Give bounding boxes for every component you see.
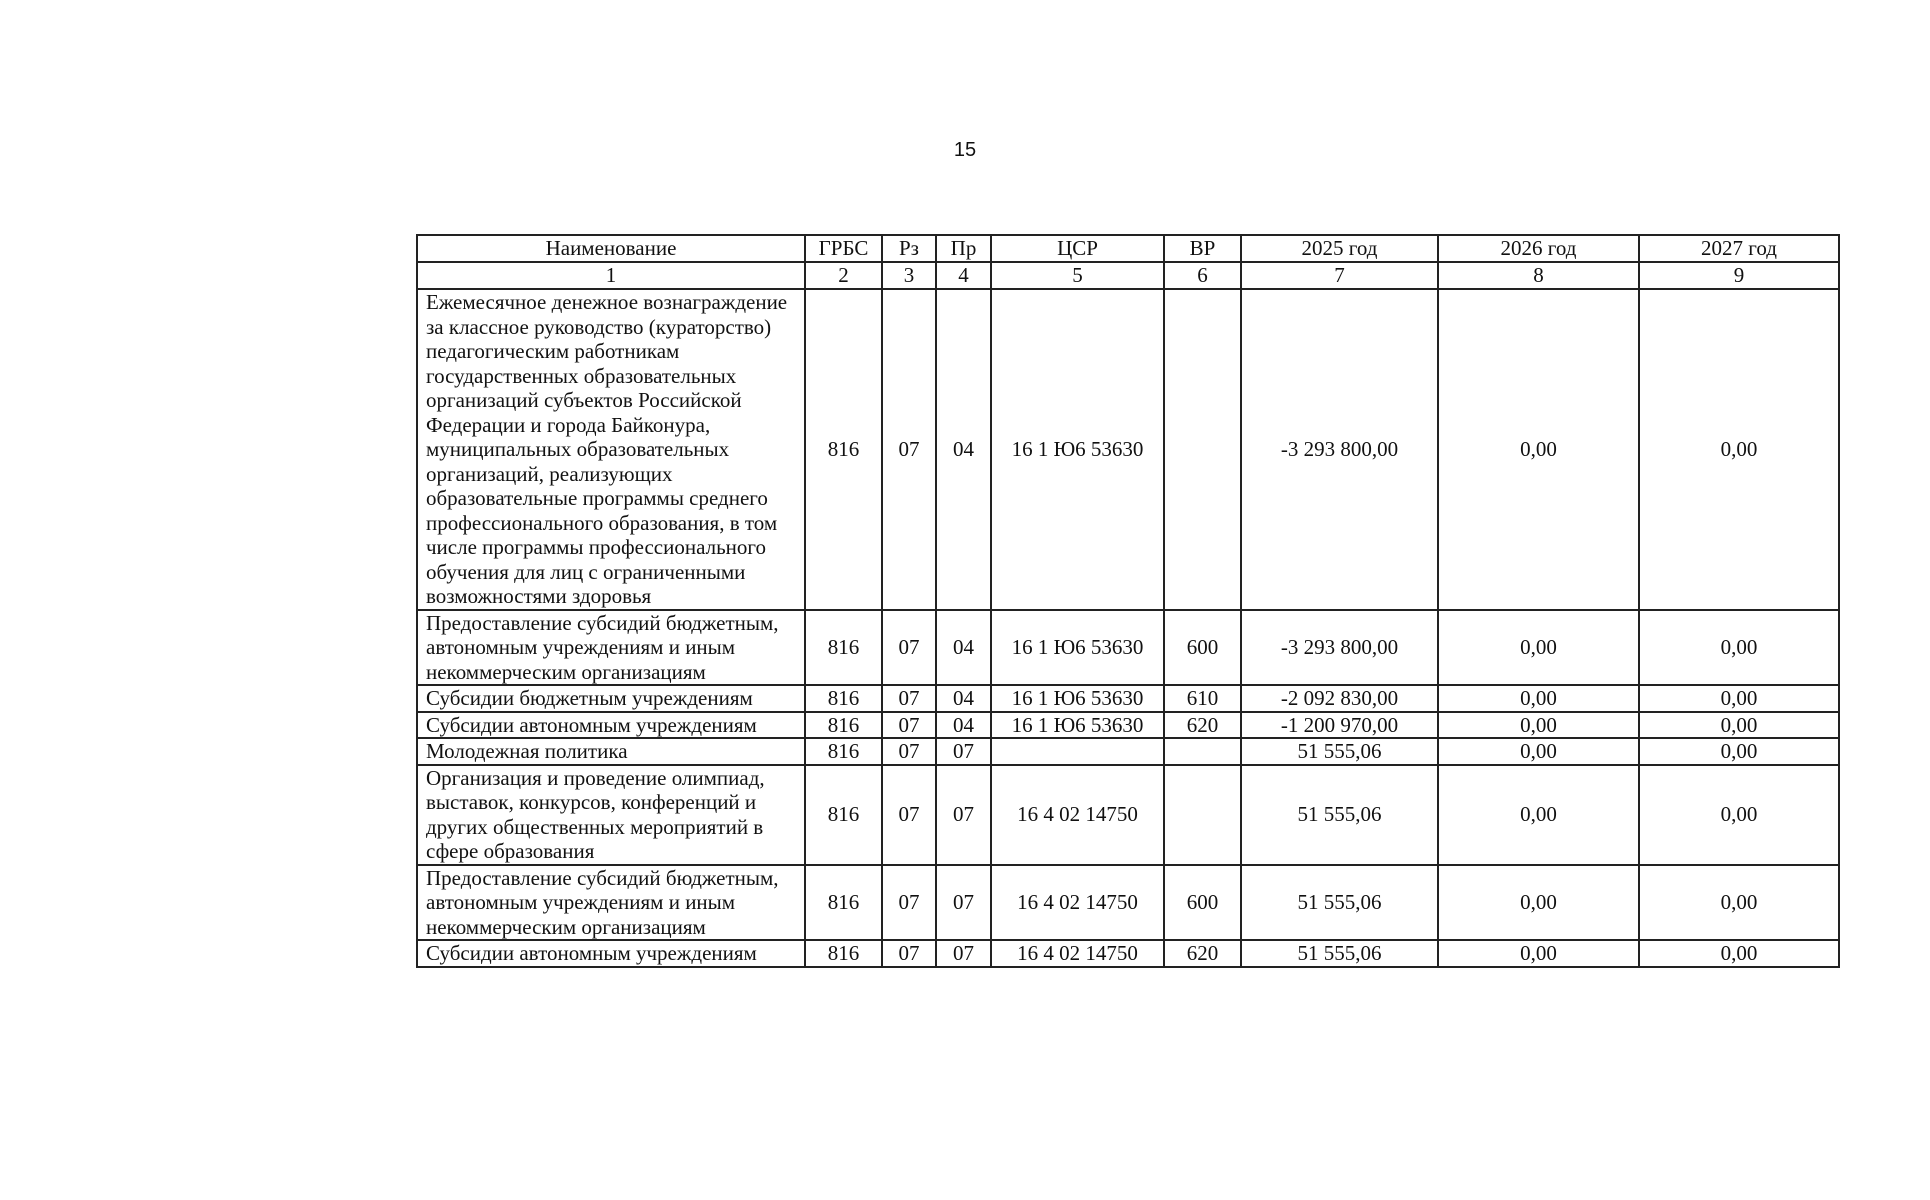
- budget-table: [416, 234, 1840, 968]
- table-row: [417, 940, 1839, 967]
- row-vr: 620: [1164, 940, 1241, 967]
- row-pr: 04: [936, 610, 991, 686]
- row-pr: 07: [936, 940, 991, 967]
- row-2027: 0,00: [1639, 765, 1839, 865]
- row-grbs: 816: [805, 940, 882, 967]
- row-2025: -3 293 800,00: [1241, 289, 1438, 610]
- column-number: 5: [991, 262, 1164, 289]
- row-vr: [1164, 738, 1241, 765]
- row-vr: 620: [1164, 712, 1241, 739]
- row-csr: 16 1 Ю6 53630: [991, 685, 1164, 712]
- column-header: 2027 год: [1639, 235, 1839, 262]
- column-number-row: [417, 262, 1839, 289]
- table-row: [417, 738, 1839, 765]
- row-2026: 0,00: [1438, 712, 1639, 739]
- row-csr: 16 4 02 14750: [991, 865, 1164, 941]
- column-header: 2026 год: [1438, 235, 1639, 262]
- row-name: Субсидии автономным учреждениям: [417, 940, 805, 967]
- column-number: 9: [1639, 262, 1839, 289]
- row-2025: 51 555,06: [1241, 940, 1438, 967]
- row-name: Предоставление субсидий бюджетным, автономным учреждениям и иным некоммерческим организациям: [417, 865, 805, 941]
- row-pr: 04: [936, 712, 991, 739]
- row-2026: 0,00: [1438, 738, 1639, 765]
- column-number: 7: [1241, 262, 1438, 289]
- row-2025: 51 555,06: [1241, 738, 1438, 765]
- row-2027: 0,00: [1639, 940, 1839, 967]
- table-row: [417, 610, 1839, 686]
- column-number: 2: [805, 262, 882, 289]
- row-2025: -1 200 970,00: [1241, 712, 1438, 739]
- row-rz: 07: [882, 765, 936, 865]
- row-2025: -2 092 830,00: [1241, 685, 1438, 712]
- row-rz: 07: [882, 610, 936, 686]
- row-name: Организация и проведение олимпиад, выставок, конкурсов, конференций и других общественных мероприятий в сфере образования: [417, 765, 805, 865]
- row-csr: 16 4 02 14750: [991, 765, 1164, 865]
- table-row: [417, 712, 1839, 739]
- row-pr: 04: [936, 289, 991, 610]
- row-2026: 0,00: [1438, 610, 1639, 686]
- column-number: 3: [882, 262, 936, 289]
- row-csr: 16 1 Ю6 53630: [991, 712, 1164, 739]
- row-2026: 0,00: [1438, 940, 1639, 967]
- row-grbs: 816: [805, 765, 882, 865]
- row-2027: 0,00: [1639, 610, 1839, 686]
- row-name: Молодежная политика: [417, 738, 805, 765]
- row-grbs: 816: [805, 685, 882, 712]
- column-number: 4: [936, 262, 991, 289]
- row-csr: 16 4 02 14750: [991, 940, 1164, 967]
- row-rz: 07: [882, 712, 936, 739]
- table-row: [417, 685, 1839, 712]
- column-header: Рз: [882, 235, 936, 262]
- row-vr: 600: [1164, 610, 1241, 686]
- table-row: [417, 765, 1839, 865]
- row-grbs: 816: [805, 289, 882, 610]
- table-row: [417, 289, 1839, 610]
- column-number: 8: [1438, 262, 1639, 289]
- row-2027: 0,00: [1639, 865, 1839, 941]
- row-2027: 0,00: [1639, 738, 1839, 765]
- row-name: Предоставление субсидий бюджетным, автономным учреждениям и иным некоммерческим организациям: [417, 610, 805, 686]
- row-csr: 16 1 Ю6 53630: [991, 610, 1164, 686]
- row-rz: 07: [882, 289, 936, 610]
- row-2025: -3 293 800,00: [1241, 610, 1438, 686]
- column-header: Пр: [936, 235, 991, 262]
- header-row: [417, 235, 1839, 262]
- row-2027: 0,00: [1639, 289, 1839, 610]
- row-2025: 51 555,06: [1241, 765, 1438, 865]
- row-grbs: 816: [805, 610, 882, 686]
- row-vr: 600: [1164, 865, 1241, 941]
- row-2026: 0,00: [1438, 765, 1639, 865]
- row-vr: 610: [1164, 685, 1241, 712]
- row-pr: 07: [936, 738, 991, 765]
- row-rz: 07: [882, 940, 936, 967]
- row-2027: 0,00: [1639, 712, 1839, 739]
- column-header: Наименование: [417, 235, 805, 262]
- column-number: 1: [417, 262, 805, 289]
- column-header: ВР: [1164, 235, 1241, 262]
- row-2025: 51 555,06: [1241, 865, 1438, 941]
- column-header: ЦСР: [991, 235, 1164, 262]
- page-number: 15: [953, 139, 977, 161]
- row-pr: 07: [936, 865, 991, 941]
- column-header: ГРБС: [805, 235, 882, 262]
- row-vr: [1164, 765, 1241, 865]
- row-csr: [991, 738, 1164, 765]
- row-2026: 0,00: [1438, 685, 1639, 712]
- column-header: 2025 год: [1241, 235, 1438, 262]
- row-rz: 07: [882, 685, 936, 712]
- row-grbs: 816: [805, 865, 882, 941]
- row-2026: 0,00: [1438, 289, 1639, 610]
- row-2027: 0,00: [1639, 685, 1839, 712]
- row-name: Субсидии автономным учреждениям: [417, 712, 805, 739]
- row-rz: 07: [882, 865, 936, 941]
- row-name: Субсидии бюджетным учреждениям: [417, 685, 805, 712]
- row-pr: 04: [936, 685, 991, 712]
- row-rz: 07: [882, 738, 936, 765]
- table-row: [417, 865, 1839, 941]
- row-vr: [1164, 289, 1241, 610]
- row-name: Ежемесячное денежное вознаграждение за классное руководство (кураторство) педагогическим работникам государственных образовательных организаций субъектов Российской Федерации и города Байконура, муниципальных образовательных организаций, реализующих образовательные программы среднего профессионального образования, в том числе программы профессионального обучения для лиц с ограниченными возможностями здоровья: [417, 289, 805, 610]
- row-2026: 0,00: [1438, 865, 1639, 941]
- row-csr: 16 1 Ю6 53630: [991, 289, 1164, 610]
- row-grbs: 816: [805, 738, 882, 765]
- column-number: 6: [1164, 262, 1241, 289]
- row-grbs: 816: [805, 712, 882, 739]
- row-pr: 07: [936, 765, 991, 865]
